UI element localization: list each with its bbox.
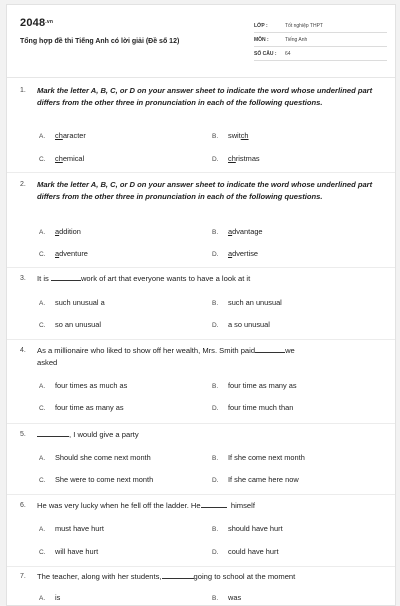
option-letter: D.: [212, 156, 219, 163]
question-divider: [7, 172, 395, 173]
option-letter: B.: [212, 455, 219, 462]
option-letter: A.: [39, 383, 46, 390]
option-b[interactable]: [212, 227, 263, 236]
option-text: swit: [228, 131, 241, 140]
stem-text: He was very lucky when he fell off the ladder. He: [37, 501, 201, 510]
meta-value: Tốt nghiệp THPT: [285, 22, 323, 29]
stem-text: The teacher, along with her students,: [37, 572, 162, 581]
option-b[interactable]: [212, 381, 297, 390]
answer-blank: [255, 345, 285, 353]
option-b[interactable]: [212, 524, 283, 533]
option-text: emical: [62, 154, 85, 163]
question-7: [20, 571, 382, 583]
option-text: is: [55, 593, 61, 602]
option-letter: C.: [39, 156, 46, 163]
site-logo[interactable]: [20, 17, 53, 29]
option-text: Should she come next month: [55, 453, 151, 462]
option-text: If she come next month: [228, 453, 305, 462]
option-d[interactable]: [212, 403, 293, 412]
question-number: 7.: [20, 573, 26, 580]
meta-row-subject: [254, 33, 387, 47]
option-text: so an unusual: [55, 320, 102, 329]
option-a[interactable]: [39, 453, 151, 462]
answer-blank: [51, 273, 81, 281]
meta-key: SỐ CÂU :: [254, 50, 277, 57]
option-b[interactable]: [212, 593, 241, 602]
option-c[interactable]: [39, 475, 153, 484]
option-text: should have hurt: [228, 524, 283, 533]
question-stem: [37, 429, 382, 441]
question-stem: [37, 571, 382, 583]
document-title: Tổng hợp đề thi Tiếng Anh có lời giải (Đề số 12): [20, 38, 180, 45]
option-text: four time much than: [228, 403, 294, 412]
option-b[interactable]: [212, 131, 249, 140]
question-stem: Mark the letter A, B, C, or D on your answer sheet to indicate the word whose underlined part differs from the other three in pronunciation in each of the following questions.: [37, 180, 373, 201]
option-text: dvertise: [232, 249, 259, 258]
question-5: [20, 429, 382, 441]
option-text: will have hurt: [55, 547, 99, 556]
option-letter: A.: [39, 229, 46, 236]
option-letter: D.: [212, 549, 219, 556]
option-text: must have hurt: [55, 524, 104, 533]
meta-value: 64: [285, 50, 291, 57]
option-letter: A.: [39, 455, 46, 462]
option-text: She were to come next month: [55, 475, 154, 484]
option-letter: B.: [212, 229, 219, 236]
option-a[interactable]: [39, 524, 104, 533]
option-letter: C.: [39, 549, 46, 556]
question-1: [20, 85, 382, 109]
underlined-part: a: [55, 227, 60, 236]
option-text: four time as many as: [55, 403, 124, 412]
header-divider: [7, 77, 395, 78]
option-letter: D.: [212, 405, 219, 412]
stem-text: work of art that everyone wants to have a look at it: [80, 274, 251, 283]
question-number: 5.: [20, 431, 26, 438]
option-letter: B.: [212, 595, 219, 602]
question-number: 4.: [20, 347, 26, 354]
option-c[interactable]: [39, 403, 124, 412]
option-letter: C.: [39, 405, 46, 412]
option-text: could have hurt: [228, 547, 279, 556]
question-6: [20, 500, 382, 512]
question-stem: [37, 273, 382, 285]
stem-text: going to school at the moment: [193, 572, 296, 581]
option-text: such an unusual: [228, 298, 282, 307]
question-divider: [7, 423, 395, 424]
option-letter: D.: [212, 477, 219, 484]
option-letter: C.: [39, 322, 46, 329]
option-d[interactable]: [212, 547, 279, 556]
question-divider: [7, 566, 395, 567]
stem-text: It is: [37, 274, 49, 283]
option-letter: C.: [39, 251, 46, 258]
meta-key: LỚP :: [254, 22, 268, 29]
option-d[interactable]: [212, 320, 270, 329]
underlined-part: ch: [55, 154, 63, 163]
option-b[interactable]: [212, 453, 305, 462]
option-a[interactable]: [39, 227, 81, 236]
option-letter: A.: [39, 526, 46, 533]
underlined-part: ch: [55, 131, 63, 140]
exam-meta: [254, 19, 387, 61]
option-text: ddition: [59, 227, 81, 236]
option-letter: B.: [212, 526, 219, 533]
option-letter: A.: [39, 595, 46, 602]
option-letter: A.: [39, 133, 46, 140]
answer-blank: [162, 571, 194, 579]
option-letter: B.: [212, 300, 219, 307]
option-d[interactable]: [212, 154, 260, 163]
option-d[interactable]: [212, 249, 258, 258]
question-stem: Mark the letter A, B, C, or D on your answer sheet to indicate the word whose underlined part differs from the other three in pronunciation in each of the following questions.: [37, 86, 373, 107]
stem-text: we: [285, 346, 295, 355]
question-number: 3.: [20, 275, 26, 282]
option-c[interactable]: [39, 249, 88, 258]
question-number: 6.: [20, 502, 26, 509]
underlined-part: ch: [228, 154, 236, 163]
underlined-part: a: [228, 249, 233, 258]
option-text: a so unusual: [228, 320, 270, 329]
meta-row-count: [254, 47, 387, 61]
question-2: [20, 179, 382, 203]
answer-blank: [201, 500, 227, 508]
logo-suffix: .vn: [45, 19, 54, 25]
answer-blank: [37, 429, 69, 437]
meta-value: Tiếng Anh: [285, 36, 308, 43]
option-text: four times as much as: [55, 381, 128, 390]
option-letter: C.: [39, 477, 46, 484]
logo-text: 2048: [20, 17, 46, 29]
question-divider: [7, 494, 395, 495]
question-divider: [7, 267, 395, 268]
option-letter: A.: [39, 300, 46, 307]
stem-text: himself: [230, 501, 255, 510]
question-divider: [7, 339, 395, 340]
underlined-part: a: [55, 249, 60, 258]
option-d[interactable]: [212, 475, 299, 484]
meta-key: MÔN :: [254, 36, 269, 43]
question-stem: [37, 345, 382, 369]
option-b[interactable]: [212, 298, 282, 307]
option-text: dventure: [59, 249, 88, 258]
underlined-part: ch: [240, 131, 249, 140]
stem-text: , I would give a party: [69, 430, 139, 439]
option-text: If she came here now: [228, 475, 299, 484]
meta-row-class: [254, 19, 387, 33]
stem-text: asked: [37, 358, 58, 367]
question-number: 2.: [20, 181, 26, 188]
question-3: [20, 273, 382, 285]
option-a[interactable]: [39, 131, 86, 140]
option-c[interactable]: [39, 547, 98, 556]
stem-text: As a millionaire who liked to show off her wealth, Mrs. Smith paid: [37, 346, 256, 355]
question-stem: [37, 500, 382, 512]
question-4: [20, 345, 382, 369]
option-letter: D.: [212, 322, 219, 329]
option-c[interactable]: [39, 154, 84, 163]
option-a[interactable]: [39, 298, 105, 307]
option-a[interactable]: [39, 593, 60, 602]
question-number: 1.: [20, 87, 26, 94]
underlined-part: a: [228, 227, 233, 236]
option-text: was: [228, 593, 242, 602]
option-text: aracter: [62, 131, 86, 140]
option-text: dvantage: [232, 227, 263, 236]
option-text: ristmas: [235, 154, 260, 163]
option-text: such unusual a: [55, 298, 105, 307]
option-c[interactable]: [39, 320, 101, 329]
option-a[interactable]: [39, 381, 127, 390]
option-letter: B.: [212, 133, 219, 140]
option-letter: D.: [212, 251, 219, 258]
option-letter: B.: [212, 383, 219, 390]
exam-page: [6, 4, 396, 606]
option-text: four time as many as: [228, 381, 297, 390]
